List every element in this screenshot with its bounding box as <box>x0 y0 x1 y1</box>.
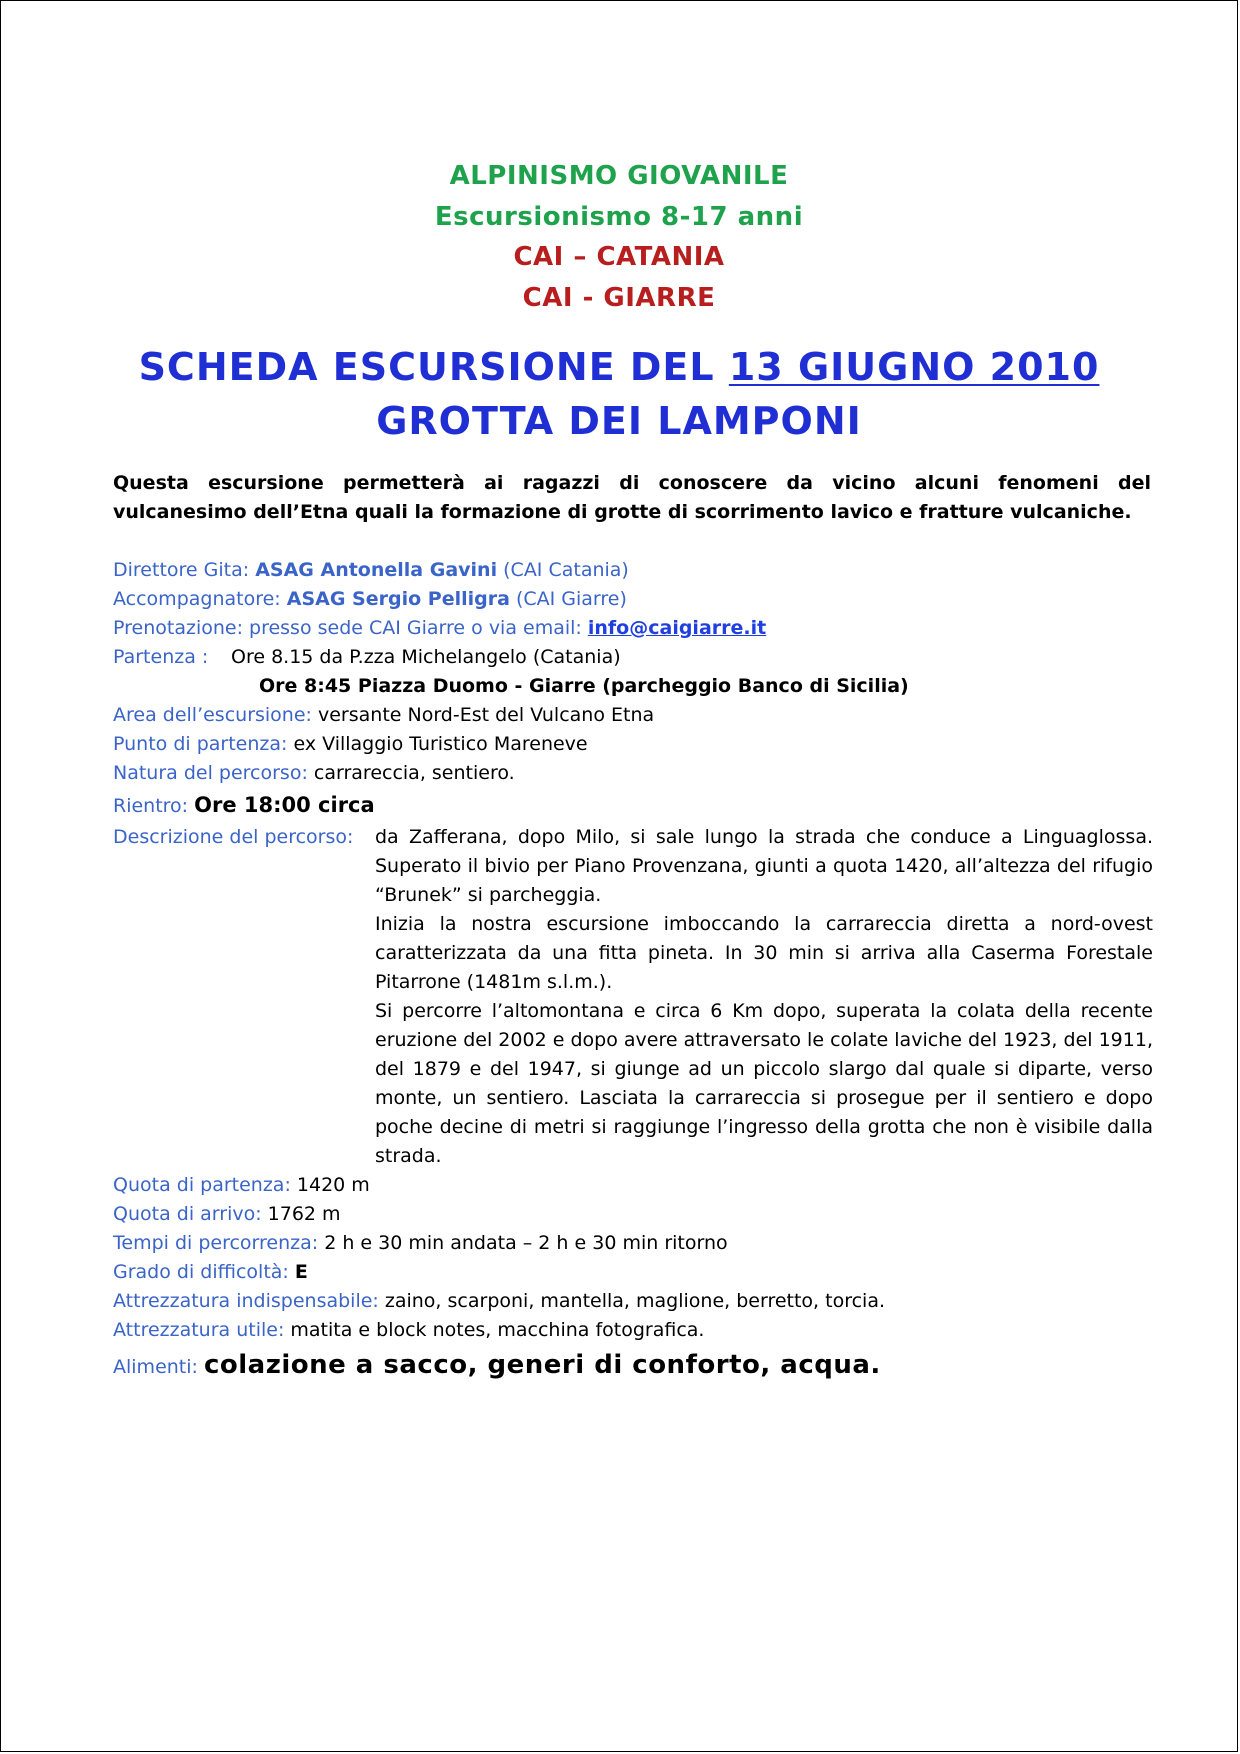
accompagnatore-note: (CAI Giarre) <box>509 588 627 610</box>
quota-partenza-value: 1420 m <box>296 1174 370 1196</box>
area-label: Area dell’escursione: <box>113 704 318 726</box>
title-prefix: SCHEDA ESCURSIONE DEL <box>138 345 729 389</box>
page-subtitle: GROTTA DEI LAMPONI <box>376 399 862 443</box>
header-cai-catania: CAI – CATANIA <box>513 242 725 272</box>
natura-value: carrareccia, sentiero. <box>313 762 515 784</box>
quota-arrivo-row <box>113 1200 341 1229</box>
direttore-label: Direttore Gita: <box>113 559 256 581</box>
area-row <box>113 701 654 730</box>
intro-paragraph: Questa escursione permetterà ai ragazzi di conoscere da vicino alcuni fenomeni del vulcanesimo dell’Etna quali la formazione di grotte di scorrimento lavico e fratture vulcaniche. <box>113 472 1151 523</box>
attrezzatura-utile-row <box>113 1316 704 1345</box>
punto-label: Punto di partenza: <box>113 733 294 755</box>
quota-arrivo-value: 1762 m <box>267 1203 341 1225</box>
alimenti-label: Alimenti: <box>113 1356 204 1378</box>
descrizione-label: Descrizione del percorso: <box>113 826 354 848</box>
page-title <box>1 345 1237 389</box>
partenza-line1: Ore 8.15 da P.zza Michelangelo (Catania) <box>231 646 621 668</box>
descrizione-paragraph-3: Si percorre l’altomontana e circa 6 Km dopo, superata la colata della recente eruzione del 2002 e dopo avere attraversato le colate laviche del 1923, del 1911, del 1879 e del 1947, si giunge ad un piccolo slargo dal quale si diparte, verso monte, un sentiero. Lasciata la carrareccia si prosegue per il sentiero e dopo poche decine di metri si raggiunge l’ingresso della grotta che non è visibile dalla strada. <box>375 1000 1153 1167</box>
alimenti-value: colazione a sacco, generi di conforto, acqua. <box>203 1350 881 1380</box>
natura-label: Natura del percorso: <box>113 762 314 784</box>
title-date: 13 GIUGNO 2010 <box>728 345 1100 389</box>
alimenti-row <box>113 1351 881 1382</box>
quota-partenza-label: Quota di partenza: <box>113 1174 297 1196</box>
natura-row <box>113 759 515 788</box>
partenza-line2: Ore 8:45 Piazza Duomo - Giarre (parcheggio Banco di Sicilia) <box>259 675 909 697</box>
grado-value: E <box>294 1261 308 1283</box>
accompagnatore-row <box>113 585 627 614</box>
header-cai-giarre: CAI - GIARRE <box>522 283 716 313</box>
attrezzatura-utile-value: matita e block notes, macchina fotografica. <box>290 1319 705 1341</box>
tempi-label: Tempi di percorrenza: <box>113 1232 325 1254</box>
grado-row <box>113 1258 308 1287</box>
quota-arrivo-label: Quota di arrivo: <box>113 1203 268 1225</box>
attrezzatura-indispensabile-label: Attrezzatura indispensabile: <box>113 1290 385 1312</box>
email-link[interactable]: info@caigiarre.it <box>587 617 767 639</box>
punto-row <box>113 730 588 759</box>
quota-partenza-row <box>113 1171 370 1200</box>
area-value: versante Nord-Est del Vulcano Etna <box>317 704 655 726</box>
direttore-note: (CAI Catania) <box>497 559 629 581</box>
partenza-label: Partenza : <box>113 646 209 668</box>
attrezzatura-indispensabile-row <box>113 1287 885 1316</box>
grado-label: Grado di difficoltà: <box>113 1261 295 1283</box>
direttore-row <box>113 556 629 585</box>
prenotazione-row <box>113 614 766 643</box>
tempi-row <box>113 1229 728 1258</box>
descrizione-row <box>113 823 353 852</box>
partenza-row <box>113 643 621 672</box>
header-alpinismo: ALPINISMO GIOVANILE <box>449 161 789 191</box>
descrizione-paragraph-1: da Zafferana, dopo Milo, si sale lungo la strada che conduce a Linguaglossa. Superato il bivio per Piano Provenzana, giunti a quota 1420, all’altezza del rifugio “Brunek” si parcheggia. <box>375 826 1153 906</box>
accompagnatore-label: Accompagnatore: <box>113 588 287 610</box>
descrizione-text <box>375 823 1153 1171</box>
descrizione-paragraph-2: Inizia la nostra escursione imboccando la carrareccia diretta a nord-ovest caratterizzata da una fitta pineta. In 30 min si arriva alla Caserma Forestale Pitarrone (1481m s.l.m.). <box>375 913 1153 993</box>
rientro-label: Rientro: <box>113 795 195 817</box>
tempi-value: 2 h e 30 min andata – 2 h e 30 min ritorno <box>324 1232 728 1254</box>
header-escursionismo: Escursionismo 8-17 anni <box>434 202 804 232</box>
accompagnatore-name: ASAG Sergio Pelligra <box>286 588 510 610</box>
direttore-name: ASAG Antonella Gavini <box>255 559 498 581</box>
attrezzatura-indispensabile-value: zaino, scarponi, mantella, maglione, berretto, torcia. <box>384 1290 886 1312</box>
prenotazione-label: Prenotazione: presso sede CAI Giarre o via email: <box>113 617 588 639</box>
rientro-row <box>113 791 375 821</box>
attrezzatura-utile-label: Attrezzatura utile: <box>113 1319 291 1341</box>
rientro-value: Ore 18:00 circa <box>194 793 375 817</box>
punto-value: ex Villaggio Turistico Mareneve <box>293 733 588 755</box>
